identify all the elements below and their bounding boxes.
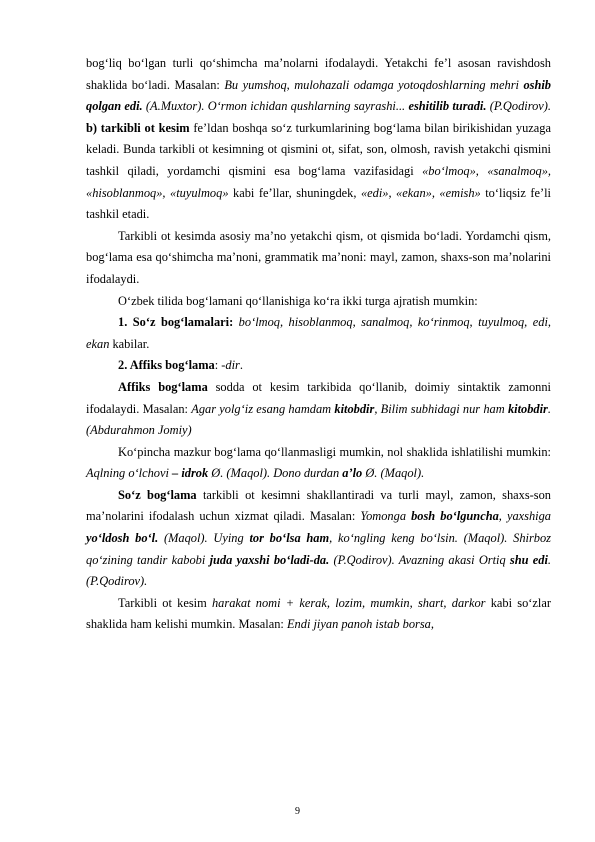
paragraph <box>86 226 551 291</box>
text-run: bo‘lmoq, hisoblanmoq, sanalmoq, ko‘rinmoq, tuyulmoq, edi, ekan <box>86 315 551 351</box>
text-run: (P.Qodirov). <box>486 99 551 114</box>
paragraph <box>86 291 551 313</box>
text-run: bosh bo‘lguncha <box>411 509 499 524</box>
text-run: kabi so‘zlar shaklida ham kelishi mumkin. Masalan: <box>86 595 551 632</box>
text-run: kabilar. <box>109 336 150 351</box>
text-run: kabi fe’llar, shuningdek, <box>228 185 361 200</box>
text-run: . <box>239 358 243 373</box>
paragraph <box>86 355 551 377</box>
text-run: oshib qolgan edi. <box>86 77 551 114</box>
text-run: So‘z bog‘lama <box>118 487 197 502</box>
text-run: Ø. (Maqol). Dono durdan <box>208 466 343 481</box>
text-run: Agar yolg‘iz esang hamdam <box>191 401 335 416</box>
text-run: eshitilib turadi. <box>408 99 487 114</box>
text-run: «bo‘lmoq», «sanalmoq», «hisoblanmoq», «tuyulmoq» <box>86 163 551 200</box>
text-run: «edi», «ekan», «emish» <box>360 185 481 200</box>
text-run: Affiks bog‘lama <box>118 379 208 394</box>
text-run: kitobdir <box>334 401 375 416</box>
text-run: (A.Muxtor). O‘rmon ichidan qushlarning sayrashi... <box>142 99 409 114</box>
text-run: b) tarkibli ot kesim <box>86 120 190 135</box>
text-run: tor bo‘lsa ham <box>249 531 330 546</box>
text-run: : <box>214 358 222 373</box>
text-run: (P.Qodirov). Avazning akasi Ortiq <box>329 552 510 567</box>
text-run: Ko‘pincha mazkur bog‘lama qo‘llanmasligi mumkin, nol shaklida ishlatilishi mumkin: <box>118 444 551 459</box>
text-run: Aqlning o‘lchovi <box>86 466 173 481</box>
text-run: 2. Affiks bog‘lama <box>118 358 215 373</box>
text-run: a’lo <box>342 466 363 481</box>
text-run: yo‘ldosh bo‘l. <box>86 531 159 546</box>
page-number: 9 <box>295 806 300 817</box>
text-run: Endi jiyan panoh istab borsa, <box>286 617 434 632</box>
text-run: shu edi <box>509 552 548 567</box>
text-run: 1. So‘z bog‘lamalari: <box>118 315 234 330</box>
paragraph <box>86 485 551 593</box>
text-run: Ø. (Maqol). <box>362 466 425 481</box>
text-run: sodda ot kesim tarkibida qo‘llanib, doimiy sintaktik zamonni ifodalaydi. Masalan: <box>86 379 551 416</box>
text-run: . (P.Qodirov). <box>86 552 552 589</box>
text-run: tarkibli ot kesimni shakllantiradi va turli mayl, zamon, shaxs-son ma’nolarini ifodalash uchun xizmat qiladi. Masalan: <box>86 487 551 524</box>
text-run: Bu yumshoq, mulohazali odamga yotoqdoshlarning mehri <box>224 77 524 92</box>
text-run: bog‘liq bo‘lgan turli qo‘shimcha ma’nolarni ifodalaydi. Yetakchi fe’l asosan ravishdosh shaklida bo‘ladi. Masalan: <box>86 56 551 92</box>
text-run: Yomonga <box>360 509 412 524</box>
paragraph <box>86 53 551 226</box>
text-run: kitobdir <box>507 401 548 416</box>
text-run: fe’ldan boshqa so‘z turkumlarining bog‘lama bilan birikishidan yuzaga keladi. Bunda tarkibli ot kesimning ot qismini ot, sifat, son, olmosh, ravish yetakchi qismini tashkil qiladi, yordamchi qismini esa bog‘lama vazifasidagi <box>86 120 551 178</box>
text-run: , yaxshiga <box>498 509 552 524</box>
text-run: Tarkibli ot kesim <box>118 595 212 610</box>
text-run: , Bilim subhidagi nur ham <box>374 401 508 416</box>
text-run: (Maqol). Uying <box>158 531 250 546</box>
paragraph <box>86 442 551 485</box>
text-run: -dir <box>221 358 240 373</box>
text-run: – idrok <box>172 466 209 481</box>
text-run: juda yaxshi bo‘ladi-da. <box>209 552 330 567</box>
paragraph <box>86 377 551 442</box>
text-run: to‘liqsiz fe’li tashkil etadi. <box>86 185 551 222</box>
paragraph <box>86 593 551 636</box>
text-run: Tarkibli ot kesimda asosiy ma’no yetakchi qism, ot qismida bo‘ladi. Yordamchi qism, bog‘lama esa qo‘shimcha ma’noni, grammatik ma’noni: mayl, zamon, shaxs-son ma’nolarini ifodalaydi. <box>86 228 551 286</box>
document-body <box>86 53 551 636</box>
text-run: harakat nomi + kerak, lozim, mumkin, shart, darkor <box>211 595 486 610</box>
paragraph <box>86 312 551 355</box>
text-run: O‘zbek tilida bog‘lamani qo‘llanishiga ko‘ra ikki turga ajratish mumkin: <box>118 293 478 308</box>
text-run: . (Abdurahmon Jomiy) <box>86 401 551 438</box>
text-run: , ko‘ngling keng bo‘lsin. (Maqol). Shirboz qo‘zining tandir kabobi <box>86 531 551 567</box>
